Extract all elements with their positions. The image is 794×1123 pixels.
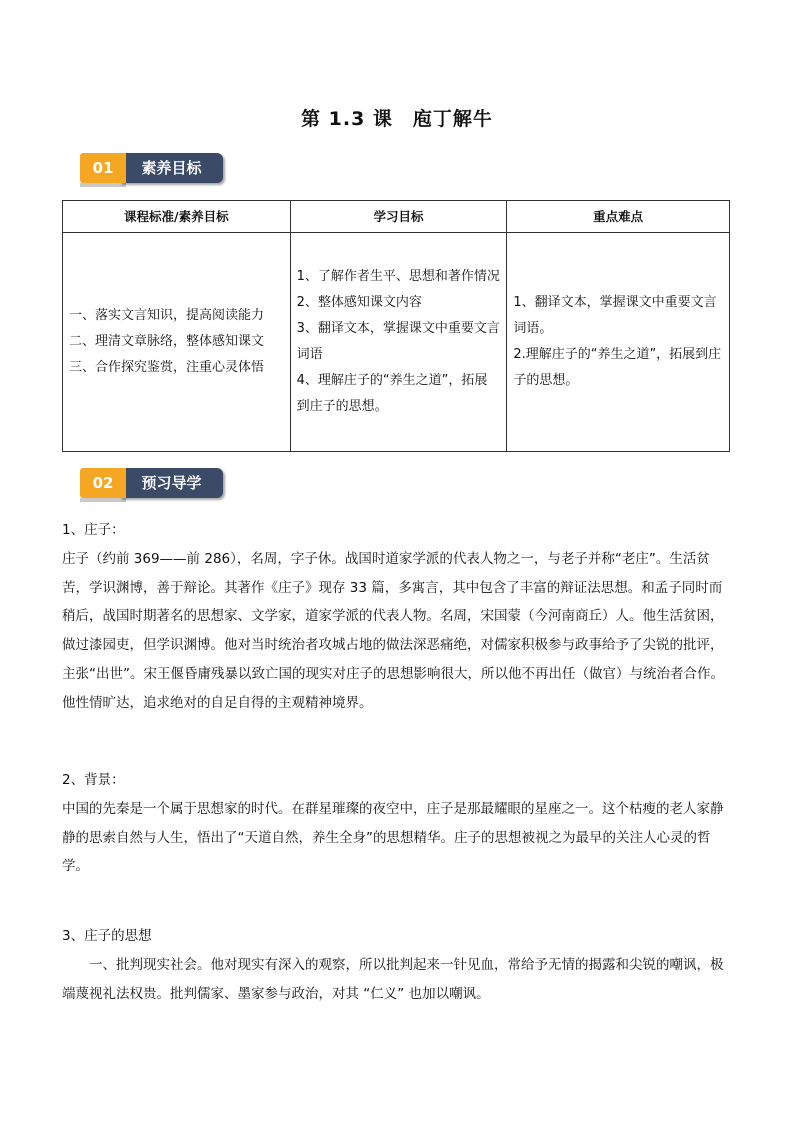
cell-line: 1、了解作者生平、思想和著作情况 (296, 269, 500, 284)
table-cell-keypoints (507, 233, 730, 452)
badge-shadow (80, 498, 126, 502)
section-body: 中国的先秦是一个属于思想家的时代。在群星璀璨的夜空中，庄子是那最耀眼的星座之一。这个枯瘦的老人家静静的思索自然与人生，悟出了“天道自然，养生全身”的思想精华。庄子的思想被视之为最早的关注人心灵的哲学。 (62, 800, 724, 875)
cell-line: 一、落实文言知识，提高阅读能力 (69, 308, 265, 323)
section-badge-goals (80, 153, 225, 187)
section-background (62, 766, 734, 881)
cell-line: 3、翻译文本，掌握课文中重要文言词语 (296, 321, 500, 362)
badge-number: 01 (80, 153, 126, 183)
section-heading: 1、庄子： (62, 522, 125, 538)
badge-number: 02 (80, 468, 126, 498)
table-header: 课程标准/素养目标 (63, 201, 291, 233)
table-header: 学习目标 (290, 201, 507, 233)
badge-label: 预习导学 (120, 468, 223, 498)
badge-label: 素养目标 (120, 153, 223, 183)
table-cell-objectives (290, 233, 507, 452)
table-row (63, 233, 730, 452)
cell-line: 2.理解庄子的“养生之道”，拓展到庄子的思想。 (513, 347, 722, 388)
cell-line: 4、理解庄子的“养生之道”，拓展到庄子的思想。 (296, 373, 488, 414)
section-body: 庄子（约前 369——前 286），名周，字子休。战国时道家学派的代表人物之一，与老子并称“老庄”。生活贫苦，学识渊博，善于辩论。其著作《庄子》现存 33 篇，多寓言，其中包含了丰富的辩证法思想。和孟子同时而稍后，战国时期著名的思想家、文学家，道家学派的代表人物。名周，宋国蒙（今河南商丘）人。他生活贫困，做过漆园吏，但学识渊博。他对当时统治者攻城占地的做法深恶痛绝，对儒家积极参与政事给予了尖锐的批评，主张“出世”。宋王偃昏庸残暴以致亡国的现实对庄子的思想影响很大，所以他不再出任（做官）与统治者合作。他性情旷达，追求绝对的自足自得的主观精神境界。 (62, 550, 724, 711)
section-body: 一、批判现实社会。他对现实有深入的观察，所以批判起来一针见血，常给予无情的揭露和尖锐的嘲讽，极端蔑视礼法权贵。批判儒家、墨家参与政治，对其 “仁义” 也加以嘲讽。 (62, 956, 724, 1002)
table-header: 重点难点 (507, 201, 730, 233)
cell-line: 二、理清文章脉络，整体感知课文 (69, 334, 265, 349)
badge-shadow (80, 183, 126, 187)
goals-table (62, 200, 730, 452)
section-heading: 3、庄子的思想 (62, 928, 152, 944)
table-header-row (63, 201, 730, 233)
section-heading: 2、背景： (62, 772, 125, 788)
table-cell-standards (63, 233, 291, 452)
page-title: 第 1.3 课 庖丁解牛 (301, 108, 493, 130)
cell-line: 2、整体感知课文内容 (296, 295, 422, 310)
cell-line: 三、合作探究鉴赏，注重心灵体悟 (69, 360, 265, 375)
section-thought (62, 922, 734, 1008)
section-badge-preview (80, 468, 225, 502)
cell-line: 1、翻译文本，掌握课文中重要文言词语。 (513, 295, 717, 336)
section-zhuangzi (62, 516, 734, 718)
